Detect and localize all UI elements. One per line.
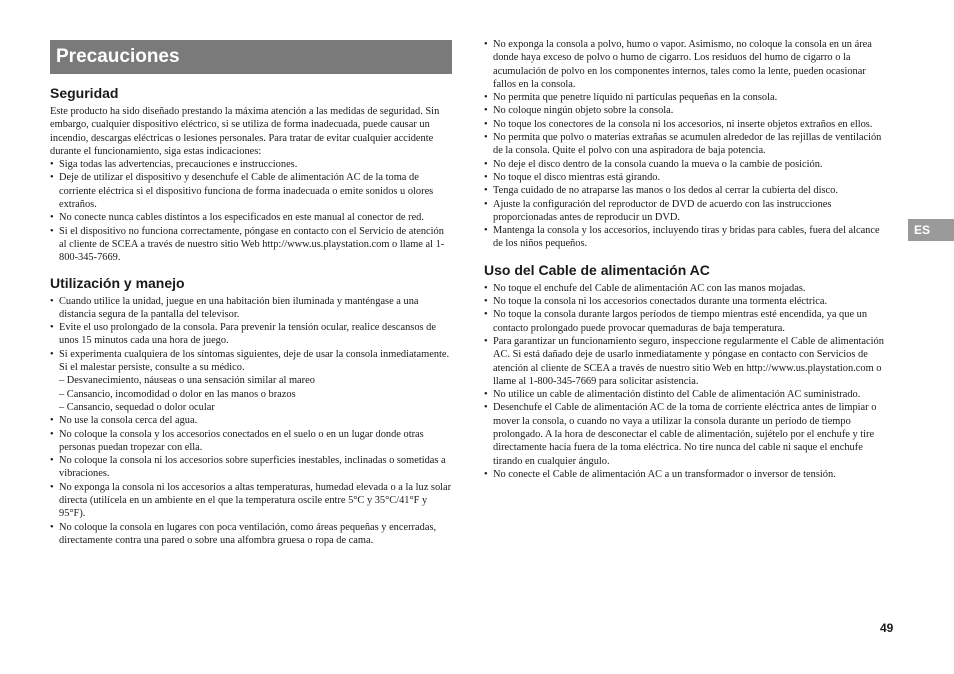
list-item: • Deje de utilizar el dispositivo y desenchufe el Cable de alimentación AC de la toma de corriente eléctrica si el dispositivo funciona de forma inadecuada o emite sonidos u olores extraños. [50,171,452,211]
section-heading-utilizacion: Utilización y manejo [50,274,185,291]
utilizacion-list [50,295,452,548]
symptom-item: – Cansancio, incomodidad o dolor en las manos o brazos [59,388,296,400]
seguridad-intro: Este producto ha sido diseñado prestando la máxima atención a las medidas de seguridad. Sin embargo, cualquier dispositivo eléctrico, si se utiliza de forma inadecuada, puede causar un incendio, descargas eléctricas o lesiones personales. Para tratar de evitar cualquier accidente durante el funcionamiento, siga estas indicaciones: [50,106,440,157]
list-item: • Siga todas las advertencias, precauciones e instrucciones. [50,158,452,171]
language-tab: ES [908,219,954,241]
list-item: • No conecte nunca cables distintos a los especificados en este manual al conector de red. [50,211,452,224]
symptom-item: – Cansancio, sequedad o dolor ocular [59,401,215,413]
list-item: • No exponga la consola a polvo, humo o vapor. Asimismo, no coloque la consola en un área donde haya exceso de polvo o humo de cigarro. Los residuos del humo de cigarro o la acumulación de polvo en los componentes internos, tales como la lente, pueden ocasionar fallos en la consola. [484,38,888,91]
precautions-list [484,38,888,251]
right-column [484,38,888,481]
list-item: • Desenchufe el Cable de alimentación AC de la toma de corriente eléctrica antes de limpiar o mover la consola, o cuando no vaya a utilizar la consola durante un período de tiempo prolongado. A la hora de desconectar el cable de alimentación, sujételo por el enchufe y tire directamente hacia fuera de la toma eléctrica. No tire nunca del cable ni saque el enchufe tirando en cualquier ángulo. [484,401,888,467]
list-item: • No deje el disco dentro de la consola cuando la mueva o la cambie de posición. [484,158,888,171]
page-number: 49 [880,621,894,635]
list-item: • No coloque la consola ni los accesorios sobre superficies inestables, inclinadas o sometidas a vibraciones. [50,454,452,481]
list-item: • No conecte el Cable de alimentación AC a un transformador o inversor de tensión. [484,468,888,481]
list-item: • No exponga la consola ni los accesorios a altas temperaturas, humedad elevada o a la luz solar directa (utilícela en un ambiente en el que la temperatura oscile entre 5°C y 35°C/41°F y 95°F). [50,481,452,521]
list-item: • No toque los conectores de la consola ni los accesorios, ni inserte objetos extraños en ellos. [484,118,888,131]
section-heading-uso-cable: Uso del Cable de alimentación AC [484,261,710,278]
list-item: • Mantenga la consola y los accesorios, incluyendo tiras y bridas para cables, fuera del alcance de los niños pequeños. [484,224,888,251]
list-item: • No permita que penetre líquido ni partículas pequeñas en la consola. [484,91,888,104]
list-item: • No toque la consola ni los accesorios conectados durante una tormenta eléctrica. [484,295,888,308]
list-item: • No coloque ningún objeto sobre la consola. [484,104,888,117]
list-item: • No utilice un cable de alimentación distinto del Cable de alimentación AC suministrado. [484,388,888,401]
list-item: • No use la consola cerca del agua. [50,414,452,427]
list-item: • Si experimenta cualquiera de los síntomas siguientes, deje de usar la consola inmediatamente. Si el malestar persiste, consulte a su médico. [50,348,452,375]
list-item: • Para garantizar un funcionamiento seguro, inspeccione regularmente el Cable de alimentación AC. Si está dañado deje de usarlo inmediatamente y póngase en contacto con Servicios de atención al cliente de SCEA a través de nuestro sitio Web en http://www.us.playstation.com o llame al 1-800-345-7669 para solicitar asistencia. [484,335,888,388]
uso-cable-list [484,282,888,481]
list-item: • Si el dispositivo no funciona correctamente, póngase en contacto con el Servicio de atención al cliente de SCEA a través de nuestro sitio Web http://www.us.playstation.com o llame al 1-800-345-7669. [50,225,452,265]
section-heading-seguridad: Seguridad [50,85,119,101]
list-item: • No coloque la consola y los accesorios conectados en el suelo o en un lugar donde otras personas puedan tropezar con ella. [50,428,452,455]
list-item: • Tenga cuidado de no atraparse las manos o los dedos al cerrar la cubierta del disco. [484,184,888,197]
list-item: • Evite el uso prolongado de la consola. Para prevenir la tensión ocular, realice descansos de unos 15 minutos cada una hora de juego. [50,321,452,348]
list-item: • No toque el enchufe del Cable de alimentación AC con las manos mojadas. [484,282,888,295]
list-item: • No coloque la consola en lugares con poca ventilación, como áreas pequeñas y encerradas, directamente contra una pared o sobre una alfombra gruesa o ropa de cama. [50,521,452,548]
list-item: • No toque la consola durante largos períodos de tiempo mientras esté encendida, ya que un contacto prolongado puede provocar quemaduras de baja temperatura. [484,308,888,335]
page-title: Precauciones [50,40,452,74]
list-item: • Ajuste la configuración del reproductor de DVD de acuerdo con las instrucciones proporcionadas antes de reproducir un DVD. [484,198,888,225]
left-column [50,38,452,547]
list-item: • Cuando utilice la unidad, juegue en una habitación bien iluminada y manténgase a una distancia segura de la pantalla del televisor. [50,295,452,322]
list-item: • No toque el disco mientras está girando. [484,171,888,184]
symptom-item: – Desvanecimiento, náuseas o una sensación similar al mareo [59,375,315,387]
seguridad-list [50,158,452,264]
list-item: • No permita que polvo o materias extrañas se acumulen alrededor de las rejillas de ventilación de la consola. Quite el polvo con una aspiradora de baja potencia. [484,131,888,158]
